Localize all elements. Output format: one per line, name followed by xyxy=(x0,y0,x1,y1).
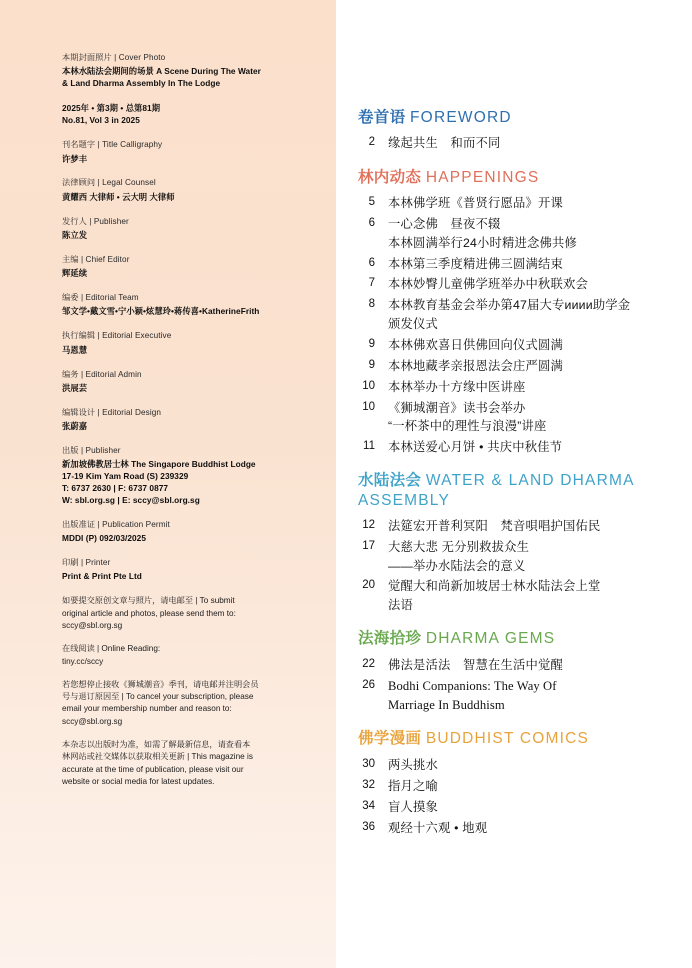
toc-entry-title-sub: 颁发仪式 xyxy=(388,316,438,331)
toc-entry-title-main: 觉醒大和尚新加坡居士林水陆法会上堂 xyxy=(388,579,601,594)
toc-entry[interactable] xyxy=(358,756,668,774)
editorial-executive-block xyxy=(62,330,302,356)
toc-section-heading-cn: 水陆法会 xyxy=(358,472,422,490)
printer-value: Print & Print Pte Ltd xyxy=(62,571,142,582)
disclaimer-line1: 本杂志以出版时为准，如需了解最新信息，请查看本 xyxy=(62,740,251,750)
editorial-design-value: 张蔚嘉 xyxy=(62,421,88,432)
printer-label: 印刷 | Printer xyxy=(62,558,111,568)
toc-entry-page: 9 xyxy=(368,337,375,350)
cover-photo-line2: & Land Dharma Assembly In The Lodge xyxy=(62,78,221,89)
publication-permit-label: 出版准证 | Publication Permit xyxy=(62,519,170,529)
toc-section-heading-cn: 法海拾珍 xyxy=(358,630,422,648)
toc-entry-page: 5 xyxy=(368,196,375,209)
editorial-team-label: 编委 | Editorial Team xyxy=(62,293,139,303)
toc-entry-title xyxy=(388,215,577,252)
cancel-subscription-note xyxy=(62,679,302,728)
publisher-org-block xyxy=(62,445,302,506)
editorial-design-label: 编辑设计 | Editorial Design xyxy=(62,407,162,417)
disclaimer-line2: 林网站或社交媒体以获取相关更新 | This magazine is xyxy=(62,752,253,762)
toc-section-heading-en2: ASSEMBLY xyxy=(358,491,451,509)
issue-line1: 2025年 • 第3期 • 总第81期 xyxy=(62,102,161,113)
toc-section-heading-en: FOREWORD xyxy=(410,109,512,126)
toc-entry-page: 9 xyxy=(368,358,375,371)
toc-entry-title xyxy=(388,336,563,354)
toc-entry[interactable] xyxy=(358,215,668,252)
toc-entry[interactable] xyxy=(358,517,668,535)
toc-entry[interactable] xyxy=(358,577,668,614)
toc-section-heading-en: DHARMA GEMS xyxy=(425,630,556,648)
editorial-admin-value: 洪展芸 xyxy=(62,382,88,393)
toc-entry-title-main: 法筵宏开普利冥阳 梵音唄唱护国佑民 xyxy=(388,519,601,534)
editorial-executive-label: 执行编辑 | Editorial Executive xyxy=(62,331,172,341)
submission-line1: 如要提交原创文章与照片，请电邮至 | To submit xyxy=(62,596,235,606)
toc-entry-title xyxy=(388,756,438,774)
toc-entry-title xyxy=(388,399,547,436)
toc-entry-page: 6 xyxy=(368,256,375,269)
toc-entry-title-main: 《狮城潮音》读书会举办 xyxy=(388,400,526,415)
editorial-team-value: 邹文学•戴文雪•宁小颖•炫慧玲•蒋传喜•KatherineFrith xyxy=(62,306,260,317)
title-calligraphy-label: 刊名题字 | Title Calligraphy xyxy=(62,140,163,150)
toc-entry-title-sub: Marriage In Buddhism xyxy=(388,697,505,712)
disclaimer-note xyxy=(62,739,302,788)
toc-entry-page: 30 xyxy=(362,757,375,770)
toc-entry-title xyxy=(388,438,562,456)
cancel-line2: 号与退订原因至 | To cancel your subscription, please xyxy=(62,692,254,702)
toc-entry[interactable] xyxy=(358,798,668,816)
toc-entry-title-main: 本林教育基金会举办第47届大专ииии助学金 xyxy=(388,298,631,313)
cancel-line1: 若您想停止接收《狮城潮音》季刊，请电邮并注明会员 xyxy=(62,679,259,689)
toc-entry-title-sub: ——举办水陆法会的意义 xyxy=(388,558,526,573)
toc-entry-title-main: 本林妙臀儿童佛学班举办中秋联欢会 xyxy=(388,277,588,292)
toc-entry-title-main: 本林佛学班《普贤行愿品》开课 xyxy=(388,196,563,211)
editorial-executive-value: 马恩慧 xyxy=(62,344,88,355)
toc-section-dharma-assembly xyxy=(358,471,668,614)
chief-editor-label: 主编 | Chief Editor xyxy=(62,254,130,264)
toc-entry-title xyxy=(388,517,600,535)
toc-entry-page: 10 xyxy=(362,400,375,413)
cancel-email[interactable]: sccy@sbl.org.sg xyxy=(62,716,123,726)
publisher-org-line1: 新加坡佛教居士林 The Singapore Buddhist Lodge xyxy=(62,459,256,470)
toc-entry-title-main: Bodhi Companions: The Way Of xyxy=(388,678,557,693)
toc-entry-title-main: 盲人摸象 xyxy=(388,799,438,814)
toc-entry-title-main: 佛法是活法 智慧在生活中觉醒 xyxy=(388,657,563,672)
toc-entry[interactable] xyxy=(358,378,668,396)
toc-entry[interactable] xyxy=(358,134,668,152)
publication-permit-block xyxy=(62,519,302,545)
issue-line2: No.81, Vol 3 in 2025 xyxy=(62,115,140,126)
toc-entry-page: 2 xyxy=(368,136,375,149)
toc-section-heading xyxy=(358,629,668,648)
toc-section-heading-en: WATER & LAND DHARMA xyxy=(425,472,635,490)
toc-entry[interactable] xyxy=(358,399,668,436)
toc-entry-title-sub: 本林圆满举行24小时精进念佛共修 xyxy=(388,235,578,250)
online-reading-link[interactable]: tiny.cc/sccy xyxy=(62,656,104,666)
toc-entry[interactable] xyxy=(358,538,668,575)
publisher-person-value: 陈立发 xyxy=(62,229,88,240)
toc-section-foreword xyxy=(358,108,668,153)
publisher-org-line3: T: 6737 2630 | F: 6737 0877 xyxy=(62,483,169,494)
editorial-design-block xyxy=(62,407,302,433)
issue-block xyxy=(62,102,302,127)
toc-section-heading-en: BUDDHIST COMICS xyxy=(425,730,590,748)
editorial-team-block xyxy=(62,292,302,318)
toc-entry-title xyxy=(388,357,563,375)
legal-counsel-value: 黄耀西 大律师 • 云大明 大律师 xyxy=(62,191,175,202)
toc-entry[interactable] xyxy=(358,777,668,795)
publication-permit-value: MDDI (P) 092/03/2025 xyxy=(62,533,147,544)
toc-entry-page: 8 xyxy=(368,298,375,311)
toc-entry-title-main: 大慈大悲 无分别救拔众生 xyxy=(388,540,530,555)
toc-entry-title xyxy=(388,798,438,816)
toc-entry-page: 34 xyxy=(362,799,375,812)
cover-photo-block xyxy=(62,52,302,89)
publisher-person-label: 发行人 | Publisher xyxy=(62,216,129,226)
cover-photo-line1: 本林水陆法会期间的场景 A Scene During The Water xyxy=(62,66,261,77)
toc-entry-page: 26 xyxy=(362,678,375,691)
table-of-contents xyxy=(336,0,692,968)
publisher-org-value xyxy=(62,458,302,506)
toc-entry[interactable] xyxy=(358,275,668,293)
cancel-line3: email your membership number and reason to: xyxy=(62,704,232,714)
toc-entry-title xyxy=(388,656,563,674)
publisher-org-line4: W: sbl.org.sg | E: sccy@sbl.org.sg xyxy=(62,495,200,506)
cover-photo-label: 本期封面照片 | Cover Photo xyxy=(62,53,166,62)
submission-note xyxy=(62,595,302,632)
publisher-org-label: 出版 | Publisher xyxy=(62,446,121,456)
legal-counsel-label: 法律顾问 | Legal Counsel xyxy=(62,178,156,188)
toc-section-heading-cn: 林内动态 xyxy=(358,168,422,186)
toc-entry-page: 12 xyxy=(362,519,375,532)
editorial-admin-block xyxy=(62,369,302,395)
chief-editor-value: 辉延续 xyxy=(62,268,88,279)
toc-entry[interactable] xyxy=(358,438,668,456)
toc-entry[interactable] xyxy=(358,677,668,715)
toc-entry-title-main: 本林举办十方缘中医讲座 xyxy=(388,379,526,394)
toc-entry-title xyxy=(388,677,557,715)
toc-entry[interactable] xyxy=(358,296,668,333)
toc-entry-page: 32 xyxy=(362,778,375,791)
toc-section-heading-cn: 卷首语 xyxy=(358,109,406,126)
toc-entry-title xyxy=(388,577,600,614)
toc-entry-title xyxy=(388,134,500,152)
editorial-admin-label: 编务 | Editorial Admin xyxy=(62,369,142,379)
toc-entry-title-sub: “一杯茶中的理性与浪漫”讲座 xyxy=(388,419,547,433)
toc-entry-title xyxy=(388,777,438,795)
toc-entry-title xyxy=(388,194,563,212)
publisher-org-line2: 17-19 Kim Yam Road (S) 239329 xyxy=(62,471,189,482)
toc-section-happenings xyxy=(358,168,668,457)
toc-section-dharma-gems xyxy=(358,629,668,714)
toc-entry-title xyxy=(388,255,563,273)
toc-section-heading xyxy=(358,471,668,510)
title-calligraphy-block xyxy=(62,139,302,165)
toc-entry-title-main: 本林送爱心月饼 • 共庆中秋佳节 xyxy=(388,439,563,454)
toc-entry-title-main: 两头挑水 xyxy=(388,757,438,772)
toc-entry[interactable] xyxy=(358,194,668,212)
toc-entry-title-sub: 法语 xyxy=(388,597,413,612)
toc-entry-title-main: 本林佛欢喜日供佛回向仪式圆满 xyxy=(388,337,563,352)
toc-entry-page: 17 xyxy=(362,540,375,553)
toc-entry[interactable] xyxy=(358,336,668,354)
toc-entry-page: 11 xyxy=(363,439,375,452)
online-reading-label: 在线阅读 | Online Reading: xyxy=(62,644,161,654)
toc-section-heading-en: HAPPENINGS xyxy=(425,168,540,186)
toc-section-heading-cn: 佛学漫画 xyxy=(358,730,422,748)
toc-entry-title xyxy=(388,819,487,837)
submission-email[interactable]: sccy@sbl.org.sg xyxy=(62,621,123,630)
toc-entry-title-main: 缘起共生 和而不同 xyxy=(388,136,501,151)
cover-photo-value xyxy=(62,65,302,89)
toc-entry-page: 22 xyxy=(362,657,375,670)
chief-editor-block xyxy=(62,254,302,280)
toc-entry[interactable] xyxy=(358,656,668,674)
toc-entry[interactable] xyxy=(358,357,668,375)
toc-entry-title-main: 指月之喻 xyxy=(388,778,438,793)
online-reading-note xyxy=(62,643,302,668)
toc-entry-title-main: 观经十六观 • 地观 xyxy=(388,820,488,835)
toc-entry-title-main: 本林第三季度精进佛三圆满结束 xyxy=(388,256,563,271)
legal-counsel-block xyxy=(62,177,302,203)
toc-entry-title xyxy=(388,378,525,396)
title-calligraphy-value: 许梦丰 xyxy=(62,153,88,164)
toc-entry-title xyxy=(388,275,588,293)
submission-line2: original article and photos, please send them to: xyxy=(62,608,236,618)
toc-section-heading xyxy=(358,168,668,187)
toc-entry[interactable] xyxy=(358,255,668,273)
toc-entry[interactable] xyxy=(358,819,668,837)
colophon-panel xyxy=(0,0,336,968)
toc-section-heading xyxy=(358,729,668,748)
toc-section-comics xyxy=(358,729,668,837)
toc-section-heading xyxy=(358,108,668,127)
toc-entry-page: 10 xyxy=(362,379,375,392)
printer-block xyxy=(62,557,302,583)
toc-entry-page: 36 xyxy=(362,820,375,833)
toc-entry-title-main: 一心念佛 昼夜不辍 xyxy=(388,217,501,232)
toc-entry-title xyxy=(388,538,529,575)
toc-entry-title xyxy=(388,296,630,333)
disclaimer-line4: website or social media for latest updates. xyxy=(62,776,215,786)
toc-entry-title-main: 本林地藏孝亲报恩法会庄严圆满 xyxy=(388,358,563,373)
disclaimer-line3: accurate at the time of publication, please visit our xyxy=(62,764,244,774)
toc-entry-page: 7 xyxy=(368,277,375,290)
toc-entry-page: 20 xyxy=(362,579,375,592)
publisher-person-block xyxy=(62,216,302,242)
toc-entry-page: 6 xyxy=(368,217,375,230)
